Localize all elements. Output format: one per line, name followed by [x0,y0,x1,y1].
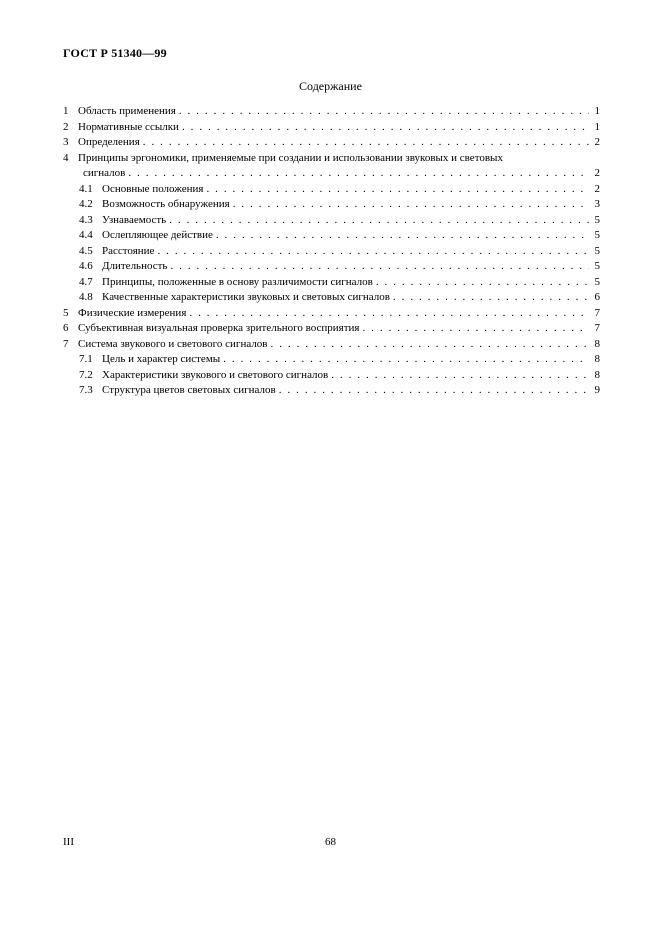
toc-entry-4-8[interactable] [63,290,600,306]
toc-entry-4-4[interactable] [63,228,600,244]
leader-dots [170,259,589,275]
table-of-contents [63,104,600,399]
toc-title: Содержание [299,79,362,93]
toc-entry-4-continued[interactable] [63,166,600,182]
toc-entry-text: Принципы эргономики, применяемые при создании и использовании звуковых и световых [78,151,503,164]
leader-dots [179,104,589,120]
toc-entry-text: Определения [78,136,140,148]
toc-entry-number: 7.3 [79,384,93,396]
toc-entry-2[interactable] [63,120,600,136]
toc-entry-number: 4.1 [79,182,93,195]
toc-entry-page: 7 [594,322,600,334]
toc-entry-7-2[interactable] [63,368,600,384]
leader-dots [157,244,589,260]
toc-entry-number: 4 [63,151,69,164]
leader-dots [279,383,589,399]
leader-dots [189,306,589,322]
leader-dots [376,275,589,291]
roman-page-number: III [63,836,74,848]
toc-entry-page: 5 [594,275,600,288]
toc-entry-text: Принципы, положенные в основу различимости сигналов [102,275,373,288]
toc-entry-4-3[interactable] [63,213,600,229]
toc-entry-7[interactable] [63,337,600,353]
toc-entry-text: Система звукового и светового сигналов [78,337,268,350]
toc-entry-number: 7.2 [79,368,93,381]
toc-entry-number: 4.7 [79,275,93,288]
toc-entry-4-6[interactable] [63,259,600,275]
toc-entry-7-1[interactable] [63,352,600,368]
toc-entry-5[interactable] [63,306,600,322]
toc-entry-6[interactable] [63,321,600,337]
toc-entry-page: 1 [594,120,600,133]
toc-entry-text: Область применения [78,105,176,117]
toc-entry-number: 4.5 [79,244,93,257]
toc-entry-text: Структура цветов световых сигналов [102,384,276,396]
toc-entry-page: 5 [594,244,600,257]
toc-entry-3[interactable] [63,135,600,151]
toc-entry-4-7[interactable] [63,275,600,291]
toc-entry-page: 5 [594,213,600,226]
toc-entry-4-5[interactable] [63,244,600,260]
toc-entry-text: Характеристики звукового и светового сигналов [102,368,329,381]
page-number: 68 [325,836,336,848]
toc-entry-text: Узнаваемость [102,213,167,226]
leader-dots [223,352,589,368]
toc-entry-number: 1 [63,105,69,117]
toc-entry-text: Основные положения [102,182,204,195]
toc-entry-page: 6 [594,291,600,303]
toc-entry-page: 5 [594,260,600,272]
toc-entry-page: 8 [594,368,600,381]
toc-entry-text-continued: сигналов [83,167,126,179]
toc-entry-text: Возможность обнаружения [102,198,230,210]
leader-dots [143,135,589,151]
toc-entry-4-1[interactable] [63,182,600,198]
toc-entry-page: 8 [594,353,600,365]
leader-dots [271,337,590,353]
toc-entry-number: 6 [63,322,69,334]
toc-entry-number: 4.6 [79,260,93,272]
toc-entry-page: 2 [594,182,600,195]
toc-entry-text: Субъективная визуальная проверка зрительного восприятия [78,322,360,334]
toc-entry-7-3[interactable] [63,383,600,399]
toc-entry-page: 5 [594,229,600,241]
toc-entry-text: Ослепляющее действие [102,229,213,241]
leader-dots [128,166,589,182]
toc-entry-4[interactable] [63,151,600,167]
toc-entry-number: 7.1 [79,353,93,365]
toc-entry-page: 2 [594,136,600,148]
leader-dots [393,290,589,306]
leader-dots [216,228,589,244]
toc-entry-number: 2 [63,120,69,133]
document-code: ГОСТ Р 51340—99 [63,46,167,60]
toc-entry-text: Качественные характеристики звуковых и световых сигналов [102,291,390,303]
toc-entry-text: Длительность [102,260,168,272]
toc-entry-text: Расстояние [102,244,155,257]
toc-entry-page: 1 [594,105,600,117]
toc-entry-1[interactable] [63,104,600,120]
toc-entry-number: 4.4 [79,229,93,241]
toc-entry-page: 2 [594,167,600,179]
leader-dots [362,321,589,337]
toc-entry-text: Цель и характер системы [102,353,221,365]
toc-entry-page: 3 [594,198,600,210]
toc-entry-number: 4.2 [79,198,93,210]
toc-entry-text: Нормативные ссылки [78,120,179,133]
toc-entry-number: 5 [63,306,69,319]
toc-entry-page: 8 [594,337,600,350]
toc-entry-page: 9 [594,384,600,396]
toc-entry-number: 3 [63,136,69,148]
toc-entry-page: 7 [594,306,600,319]
leader-dots [182,120,589,136]
leader-dots [331,368,589,384]
leader-dots [169,213,589,229]
toc-entry-number: 4.8 [79,291,93,303]
toc-entry-4-2[interactable] [63,197,600,213]
toc-entry-text: Физические измерения [78,306,187,319]
toc-entry-number: 7 [63,337,69,350]
leader-dots [233,197,589,213]
toc-entry-number: 4.3 [79,213,93,226]
leader-dots [206,182,589,198]
